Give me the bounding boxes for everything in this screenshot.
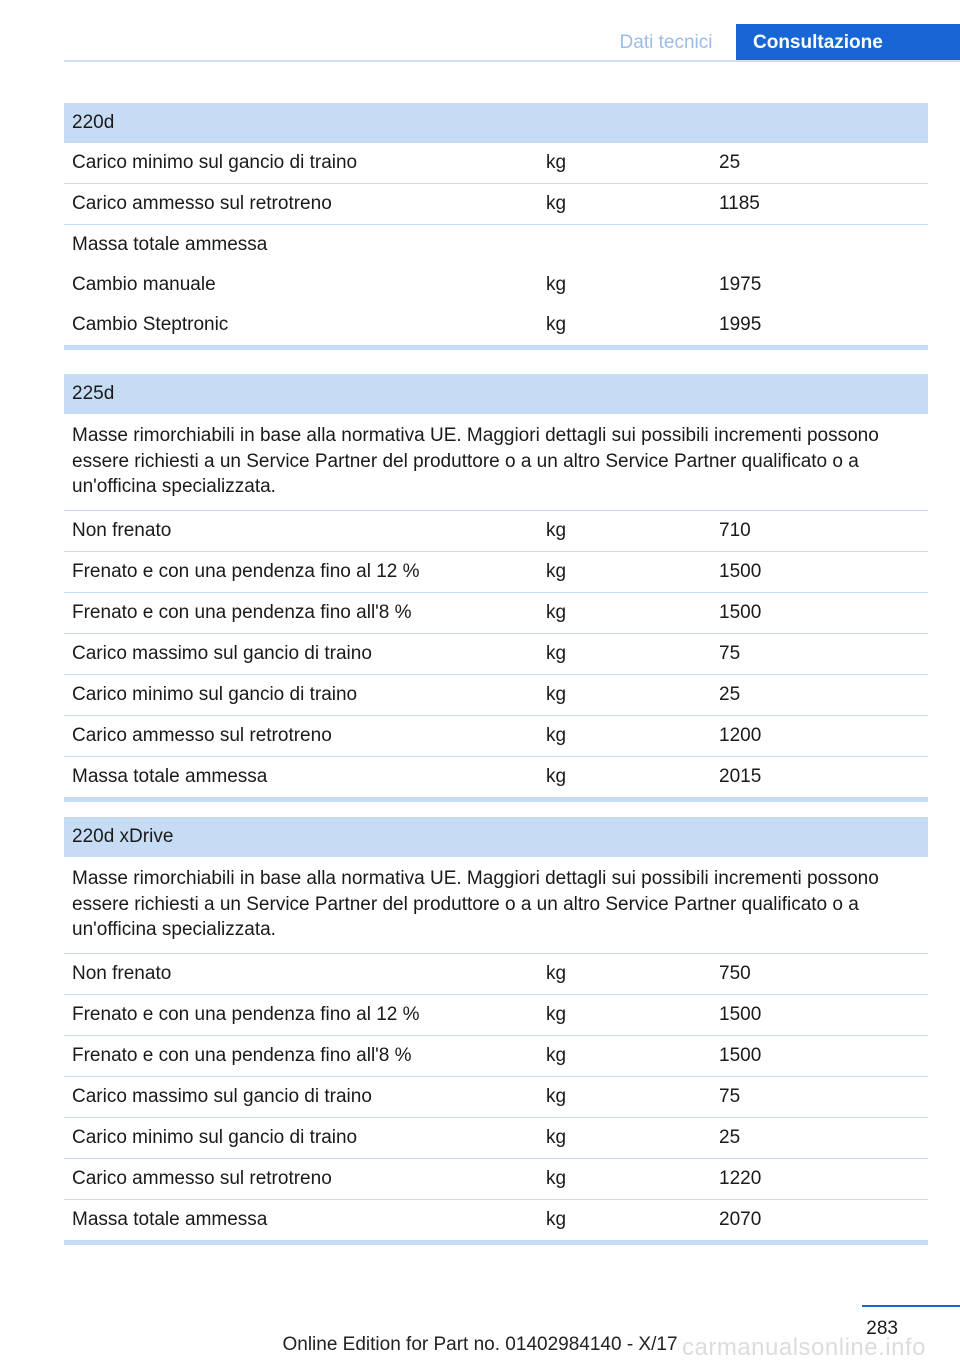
row-label: Carico minimo sul gancio di traino xyxy=(72,683,358,705)
row-unit: kg xyxy=(546,642,567,664)
page-number-rule xyxy=(862,1305,960,1307)
table-row xyxy=(64,1118,928,1159)
table-row xyxy=(64,511,928,552)
row-label: Cambio Steptronic xyxy=(72,314,229,335)
row-value: 25 xyxy=(719,1126,741,1148)
row-label: Cambio manuale xyxy=(72,274,216,295)
row-label: Carico ammesso sul retrotreno xyxy=(72,724,332,746)
row-unit: kg xyxy=(546,962,567,984)
table-row xyxy=(64,1036,928,1077)
table-title: 220d xDrive xyxy=(64,817,928,857)
row-label: Frenato e con una pendenza fino all'8 % xyxy=(72,1044,412,1066)
row-unit: kg xyxy=(546,314,567,335)
row-value: 1200 xyxy=(719,724,762,746)
row-unit: kg xyxy=(546,765,567,787)
row-value: 1995 xyxy=(719,314,762,335)
row-label: Carico ammesso sul retrotreno xyxy=(72,193,332,214)
row-value: 2070 xyxy=(719,1208,762,1230)
row-label: Non frenato xyxy=(72,519,172,541)
row-label: Non frenato xyxy=(72,962,172,984)
row-unit: kg xyxy=(546,1085,567,1107)
row-value: 25 xyxy=(719,152,741,173)
table-220d xyxy=(64,103,928,350)
table-row xyxy=(64,305,928,345)
row-unit: kg xyxy=(546,1208,567,1230)
table-note: Masse rimorchiabili in base alla normativa UE. Maggiori dettagli sui possibili incrementi possono essere richiesti a un Service Partner del produttore o a un altro Service Partner qualificato o a un'officina specializzata. xyxy=(64,414,928,511)
table-row xyxy=(64,1200,928,1240)
row-label: Massa totale ammessa xyxy=(72,234,268,255)
row-value: 1975 xyxy=(719,274,762,295)
row-unit: kg xyxy=(546,601,567,623)
row-unit: kg xyxy=(546,152,567,173)
page-number: 283 xyxy=(866,1318,898,1339)
row-value: 75 xyxy=(719,642,741,664)
table-row xyxy=(64,716,928,757)
row-value: 1500 xyxy=(719,1044,762,1066)
row-value: 1185 xyxy=(719,193,760,214)
row-label: Carico massimo sul gancio di traino xyxy=(72,642,372,664)
row-unit: kg xyxy=(546,724,567,746)
row-unit: kg xyxy=(546,193,567,214)
row-value: 75 xyxy=(719,1085,741,1107)
table-220d-xdrive xyxy=(64,817,928,1245)
table-row xyxy=(64,675,928,716)
row-unit: kg xyxy=(546,519,567,541)
row-label: Massa totale ammessa xyxy=(72,1208,268,1230)
row-unit: kg xyxy=(546,1044,567,1066)
row-value: 1500 xyxy=(719,601,762,623)
row-value: 2015 xyxy=(719,765,762,787)
table-title: 220d xyxy=(64,103,928,143)
table-row xyxy=(64,143,928,184)
table-row xyxy=(64,995,928,1036)
row-unit: kg xyxy=(546,1126,567,1148)
row-label: Carico ammesso sul retrotreno xyxy=(72,1167,332,1189)
table-row xyxy=(64,552,928,593)
table-end-rule xyxy=(64,345,928,350)
tab-consultazione[interactable]: Consultazione xyxy=(736,24,960,62)
header-rule xyxy=(64,60,960,62)
row-label: Carico minimo sul gancio di traino xyxy=(72,152,358,173)
row-unit: kg xyxy=(546,683,567,705)
table-row xyxy=(64,184,928,225)
table-row xyxy=(64,593,928,634)
table-note: Masse rimorchiabili in base alla normativa UE. Maggiori dettagli sui possibili incrementi possono essere richiesti a un Service Partner del produttore o a un altro Service Partner qualificato o a un'officina specializzata. xyxy=(64,857,928,954)
table-title: 225d xyxy=(64,374,928,414)
table-end-rule xyxy=(64,1240,928,1245)
watermark: carmanualsonline.info xyxy=(682,1334,926,1361)
tab-dati-tecnici[interactable]: Dati tecnici xyxy=(619,32,713,53)
table-row xyxy=(64,225,928,265)
row-label: Massa totale ammessa xyxy=(72,765,268,787)
table-row xyxy=(64,1077,928,1118)
row-value: 1500 xyxy=(719,1003,762,1025)
table-row xyxy=(64,265,928,305)
table-row xyxy=(64,757,928,797)
table-row xyxy=(64,1159,928,1200)
row-label: Frenato e con una pendenza fino al 12 % xyxy=(72,1003,420,1025)
table-225d xyxy=(64,374,928,802)
row-label: Frenato e con una pendenza fino all'8 % xyxy=(72,601,412,623)
row-label: Carico minimo sul gancio di traino xyxy=(72,1126,358,1148)
table-row xyxy=(64,634,928,675)
row-value: 750 xyxy=(719,962,751,984)
row-unit: kg xyxy=(546,560,567,582)
row-label: Frenato e con una pendenza fino al 12 % xyxy=(72,560,420,582)
row-value: 1220 xyxy=(719,1167,762,1189)
row-unit: kg xyxy=(546,1003,567,1025)
row-value: 710 xyxy=(719,519,751,541)
table-row xyxy=(64,954,928,995)
row-label: Carico massimo sul gancio di traino xyxy=(72,1085,372,1107)
edition-footer: Online Edition for Part no. 01402984140 - X/17 xyxy=(282,1334,678,1355)
row-value: 1500 xyxy=(719,560,762,582)
row-unit: kg xyxy=(546,1167,567,1189)
row-unit: kg xyxy=(546,274,567,295)
row-value: 25 xyxy=(719,683,741,705)
table-end-rule xyxy=(64,797,928,802)
